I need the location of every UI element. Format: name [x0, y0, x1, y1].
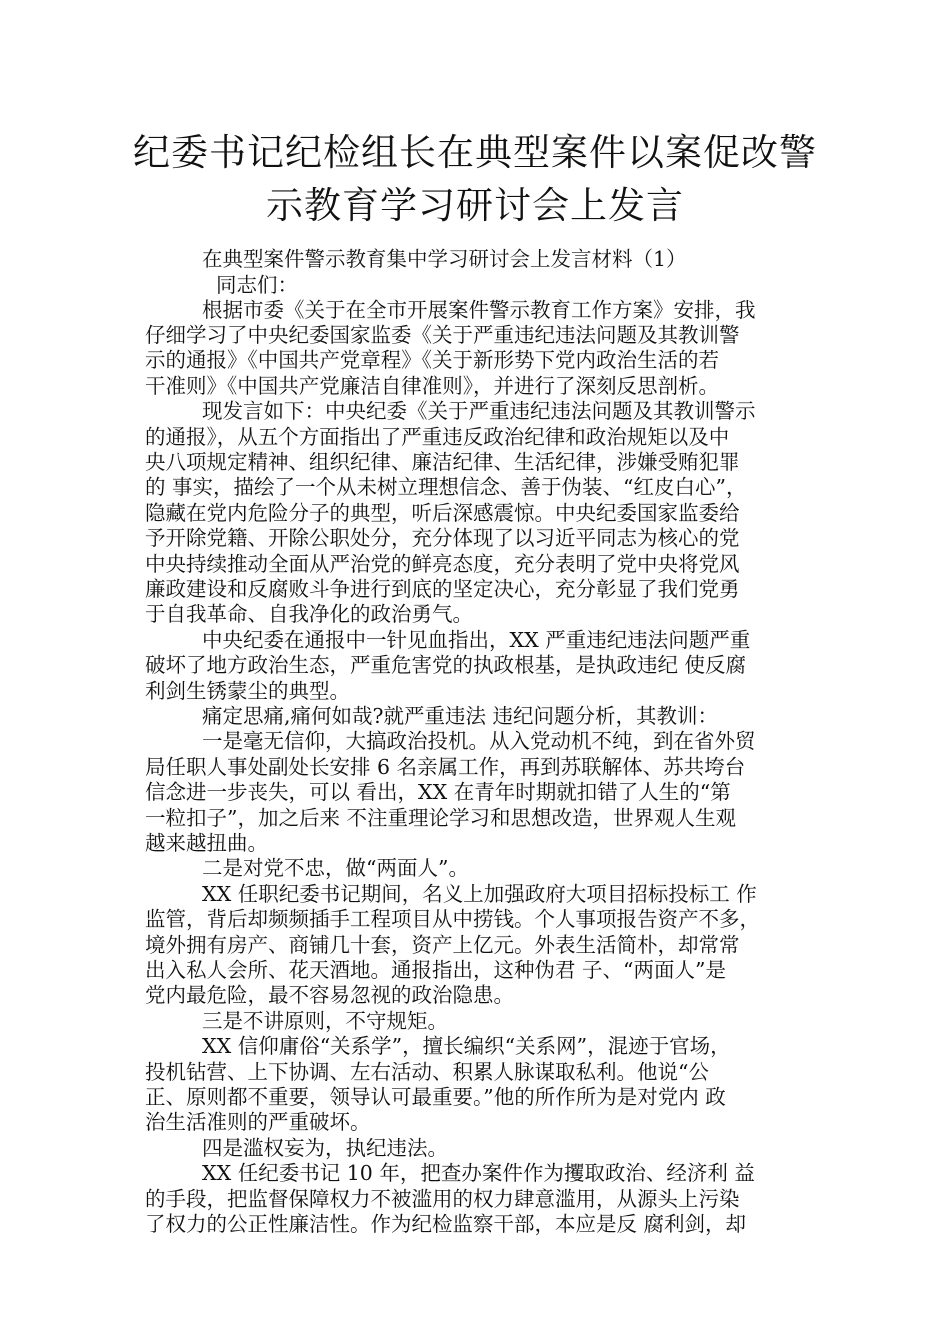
body-line: XX 信仰庸俗“关系学”，擅长编织“关系网”，混迹于官场，	[202, 1034, 731, 1058]
body-line: 出入私人会所、花天酒地。通报指出，这种伪君 子、“两面人”是	[145, 958, 726, 982]
document-title-line-2: 示教育学习研讨会上发言	[266, 184, 684, 227]
body-line: 于自我革命、自我净化的政治勇气。	[145, 602, 473, 626]
body-line: 党内最危险，最不容易忽视的政治隐患。	[145, 983, 514, 1007]
body-line: 越来越扭曲。	[145, 831, 268, 855]
body-line: 予开除党籍、开除公职处分，充分体现了以习近平同志为核心的党	[145, 526, 740, 550]
body-line: 了权力的公正性廉洁性。作为纪检监察干部，本应是反 腐利剑，却	[145, 1212, 747, 1236]
salutation: 同志们：	[216, 273, 298, 297]
section-heading: 三是不讲原则，不守规矩。	[202, 1009, 448, 1033]
section-heading: 二是对党不忠，做“两面人”。	[202, 856, 469, 880]
body-line: 的手段，把监督保障权力不被滥用的权力肆意滥用，从源头上污染	[145, 1187, 740, 1211]
section-heading: 四是滥权妄为，执纪违法。	[202, 1136, 448, 1160]
body-line: 干准则》《中国共产党廉洁自律准则》，并进行了深刻反思剖析。	[145, 374, 719, 398]
body-line: 投机钻营、上下协调、左右活动、积累人脉谋取私利。他说“公	[145, 1060, 709, 1084]
body-line: 利剑生锈蒙尘的典型。	[145, 679, 350, 703]
subtitle-line: 在典型案件警示教育集中学习研讨会上发言材料（1）	[202, 247, 687, 271]
body-line: 一粒扣子”，加之后来 不注重理论学习和思想改造，世界观人生观	[145, 806, 736, 830]
body-line: 隐藏在党内危险分子的典型，听后深感震惊。中央纪委国家监委给	[145, 501, 740, 525]
body-line: 仔细学习了中央纪委国家监委《关于严重违纪违法问题及其教训警	[145, 323, 740, 347]
body-line: 中央纪委在通报中一针见血指出，XX 严重违纪违法问题严重	[202, 628, 751, 652]
body-line: 廉政建设和反腐败斗争进行到底的坚定决心，充分彰显了我们党勇	[145, 577, 740, 601]
body-line: 示的通报》《中国共产党章程》《关于新形势下党内政治生活的若	[145, 348, 719, 372]
body-line: XX 任纪委书记 10 年，把查办案件作为攫取政治、经济利 益	[202, 1161, 755, 1185]
body-line: 信念进一步丧失，可以 看出，XX 在青年时期就扣错了人生的“第	[145, 780, 731, 804]
document-title-line-1: 纪委书记纪检组长在典型案件以案促改警	[133, 131, 817, 174]
body-line: 的 事实，描绘了一个从未树立理想信念、善于伪装、“红皮白心”，	[145, 475, 747, 499]
body-line: 中央持续推动全面从严治党的鲜亮态度，充分表明了党中央将党风	[145, 552, 740, 576]
body-line: 治生活准则的严重破坏。	[145, 1110, 371, 1134]
body-line: 一是毫无信仰，大搞政治投机。从入党动机不纯，到在省外贸	[202, 729, 756, 753]
body-line: 的通报》，从五个方面指出了严重违反政治纪律和政治规矩以及中	[145, 425, 730, 449]
body-line: 正、原则都不重要，领导认可最重要。”他的所作所为是对党内 政	[145, 1085, 726, 1109]
body-line: 监管，背后却频频插手工程项目从中捞钱。个人事项报告资产不多，	[145, 907, 760, 931]
body-line: 局任职人事处副处长安排 6 名亲属工作，再到苏联解体、苏共垮台	[145, 755, 746, 779]
body-line: 根据市委《关于在全市开展案件警示教育工作方案》安排，我	[202, 298, 756, 322]
body-line: 现发言如下：中央纪委《关于严重违纪违法问题及其教训警示	[202, 399, 756, 423]
body-line: 境外拥有房产、商铺几十套，资产上亿元。外表生活简朴，却常常	[145, 933, 740, 957]
body-line: 破坏了地方政治生态，严重危害党的执政根基，是执政违纪 使反腐	[145, 653, 747, 677]
body-line: XX 任职纪委书记期间，名义上加强政府大项目招标投标工 作	[202, 882, 757, 906]
body-line: 痛定思痛,痛何如哉?就严重违法 违纪问题分析，其教训：	[202, 704, 719, 728]
body-line: 央八项规定精神、组织纪律、廉洁纪律、生活纪律，涉嫌受贿犯罪	[145, 450, 740, 474]
